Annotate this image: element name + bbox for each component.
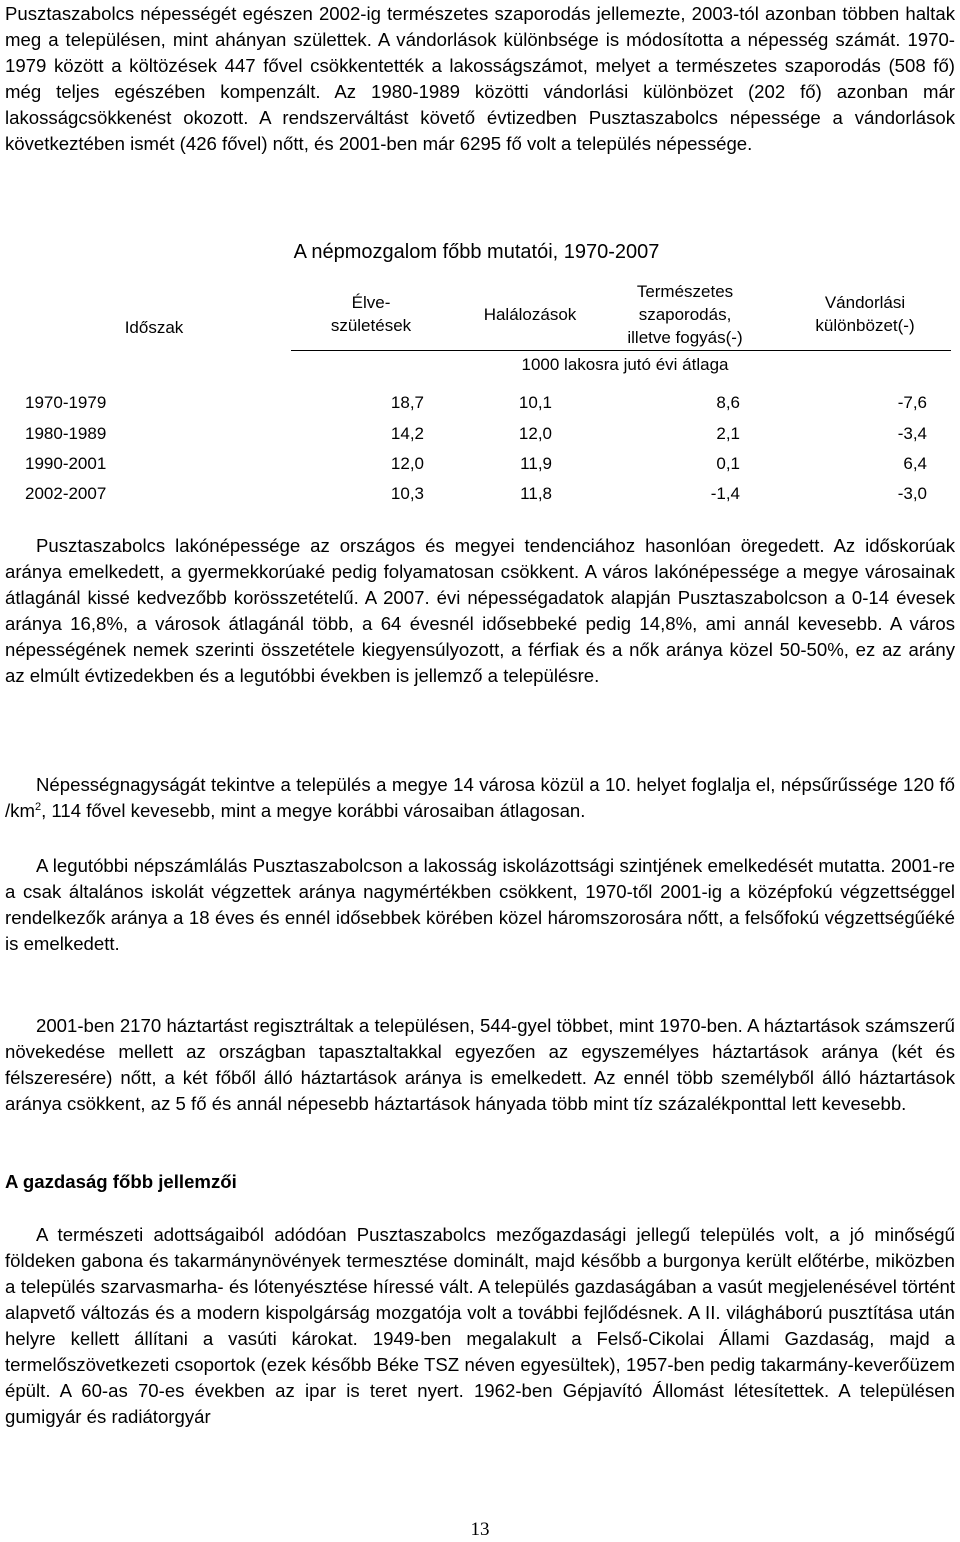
cell-period: 1990-2001 <box>25 454 107 473</box>
paragraph-age-structure: Pusztaszabolcs lakónépessége az országos és megyei tendenciához hasonlóan öregedett. Az időskorúak aránya emelkedett, a gyermekkorúaké pedig folyamatosan csökkent. A város lakónépessége a megye városainak átlagánál kissé kedvezőbb korösszetételű. A 2007. évi népességadatok alapján Pusztaszabolcson a 0-14 évesek aránya 16,8%, a városok átlagánál több, a 64 évesnél idősebbeké pedig 14,8%, ami annál kevesebb. A város népességének nemek szerinti összetétele kiegyensúlyozott, a férfiak és a nők aránya közel 50-50%, ez az arány az elmúlt évtizedekben és a legutóbbi években is jellemző a településre. <box>5 535 955 686</box>
cell-natural: 8,6 <box>716 393 740 412</box>
section-heading-economy: A gazdaság főbb jellemzői <box>5 1171 237 1192</box>
column-header-natural-change <box>595 280 775 349</box>
cell-births: 12,0 <box>390 454 424 473</box>
cell-period: 1970-1979 <box>25 393 107 412</box>
cell-deaths: 11,9 <box>520 454 552 473</box>
table-row <box>5 390 955 416</box>
cell-migration: -3,4 <box>897 424 927 443</box>
table-unit-note: 1000 lakosra jutó évi átlaga <box>521 355 729 374</box>
column-header-natural-line1: Természetes <box>636 282 734 301</box>
table-row <box>5 421 955 447</box>
paragraph-population-change: Pusztaszabolcs népességét egészen 2002-ig természetes szaporodás jellemezte, 2003-tól azonban többen haltak meg a településen, mint ahányan születtek. A vándorlások különbsége is módosította a népesség számát. 1970-1979 között a költözések 447 fővel csökkentették a lakosságszámot, melyet a természetes szaporodás (508 fő) még teljes egészében kompenzált. Az 1980-1989 közötti vándorlási különbözet (202 fő) azonban már lakosságcsökkenést okozott. A rendszerváltást követő évtizedben Pusztaszabolcs népessége a vándorlások következtében ismét (426 fővel) nőtt, és 2001-ben már 6295 fő volt a település népessége. <box>5 3 955 154</box>
paragraph-density-text-end: , 114 fővel kevesebb, mint a megye korábbi városaiban átlagosan. <box>41 800 586 821</box>
table-row <box>5 481 955 507</box>
table-title <box>5 239 955 265</box>
cell-natural: -1,4 <box>710 484 740 503</box>
cell-births: 14,2 <box>390 424 424 443</box>
column-header-births <box>301 291 441 337</box>
column-header-deaths: Halálozások <box>483 305 577 324</box>
table-header-divider <box>291 350 951 351</box>
paragraph-economy: A természeti adottságaiból adódóan Pusztaszabolcs mezőgazdasági jellegű település volt, a jó minőségű földeken gabona és takarmánynövények termesztése dominált, majd később a burgonya került előtérbe, miközben a település szarvasmarha- és lótenyésztése híressé vált. A település gazdaságában a vasút megjelenésével történt alapvető változás és a modern kispolgárság mozgatója volt a további fejlődésnek. A II. világháború pusztítása után helyre kellett állítani a vasúti károkat. 1949-ben megalakult a Felső-Cikolai Állami Gazdaság, majd a termelőszövetkezeti csoportok (ezek később Béke TSZ néven egyesültek), 1957-ben pedig takarmány-keverőüzem épült. A 60-as 70-es években az ipar is teret nyert. 1962-ben Gépjavító Állomást létesítettek. A településen gumigyár és radiátorgyár <box>5 1224 955 1427</box>
column-header-natural-line3: illetve fogyás(-) <box>627 328 743 347</box>
column-header-migration <box>790 291 940 337</box>
table-title-text: A népmozgalom főbb mutatói, 1970-2007 <box>293 241 660 263</box>
column-header-migration-line1: Vándorlási <box>824 293 906 312</box>
cell-natural: 0,1 <box>716 454 740 473</box>
column-header-natural-line2: szaporodás, <box>638 305 732 324</box>
cell-migration: -7,6 <box>897 393 927 412</box>
cell-period: 1980-1989 <box>25 424 107 443</box>
column-header-births-line2: születések <box>330 316 412 335</box>
column-header-births-line1: Élve- <box>351 293 391 312</box>
cell-births: 10,3 <box>390 484 424 503</box>
cell-migration: -3,0 <box>897 484 927 503</box>
page-number <box>0 1518 960 1542</box>
paragraph-households: 2001-ben 2170 háztartást regisztráltak a településen, 544-gyel többet, mint 1970-ben. A háztartások számszerű növekedése mellett az országban tapasztaltakkal egyezően az egyszemélyes háztartások aránya (két és félszeresére) nőtt, a két főből álló háztartások aránya is emelkedett. Az ennél több személyből álló háztartások aránya csökkent, az 5 fő és annál népesebb háztartások hányada több mint tíz százalékponttal lett kevesebb. <box>5 1015 955 1114</box>
paragraph-density <box>5 772 955 824</box>
superscript-2: 2 <box>34 801 42 813</box>
cell-period: 2002-2007 <box>25 484 107 503</box>
column-header-migration-line2: különbözet(-) <box>815 316 915 335</box>
paragraph-education: A legutóbbi népszámlálás Pusztaszabolcson a lakosság iskolázottsági szintjének emelkedését mutatta. 2001-re a csak általános iskolát végzettek aránya nagymértékben csökkent, 1970-től 2001-ig a középfokú végzettséggel rendelkezők aránya a 18 éves és ennél idősebbek körében közel háromszorosára nőtt, a felsőfokú végzettségűéké is emelkedett. <box>5 855 955 954</box>
cell-births: 18,7 <box>390 393 424 412</box>
page-number-text: 13 <box>470 1519 490 1540</box>
cell-deaths: 11,8 <box>520 484 552 503</box>
cell-migration: 6,4 <box>903 454 927 473</box>
cell-deaths: 12,0 <box>518 424 552 443</box>
cell-deaths: 10,1 <box>518 393 552 412</box>
paragraph-density-text: Népességnagyságát tekintve a település a megye 14 városa közül a 10. helyet foglalja el, népsűrűssége 120 fő /km <box>5 774 955 821</box>
cell-natural: 2,1 <box>716 424 740 443</box>
column-header-period: Időszak <box>124 318 184 337</box>
table-row <box>5 451 955 477</box>
